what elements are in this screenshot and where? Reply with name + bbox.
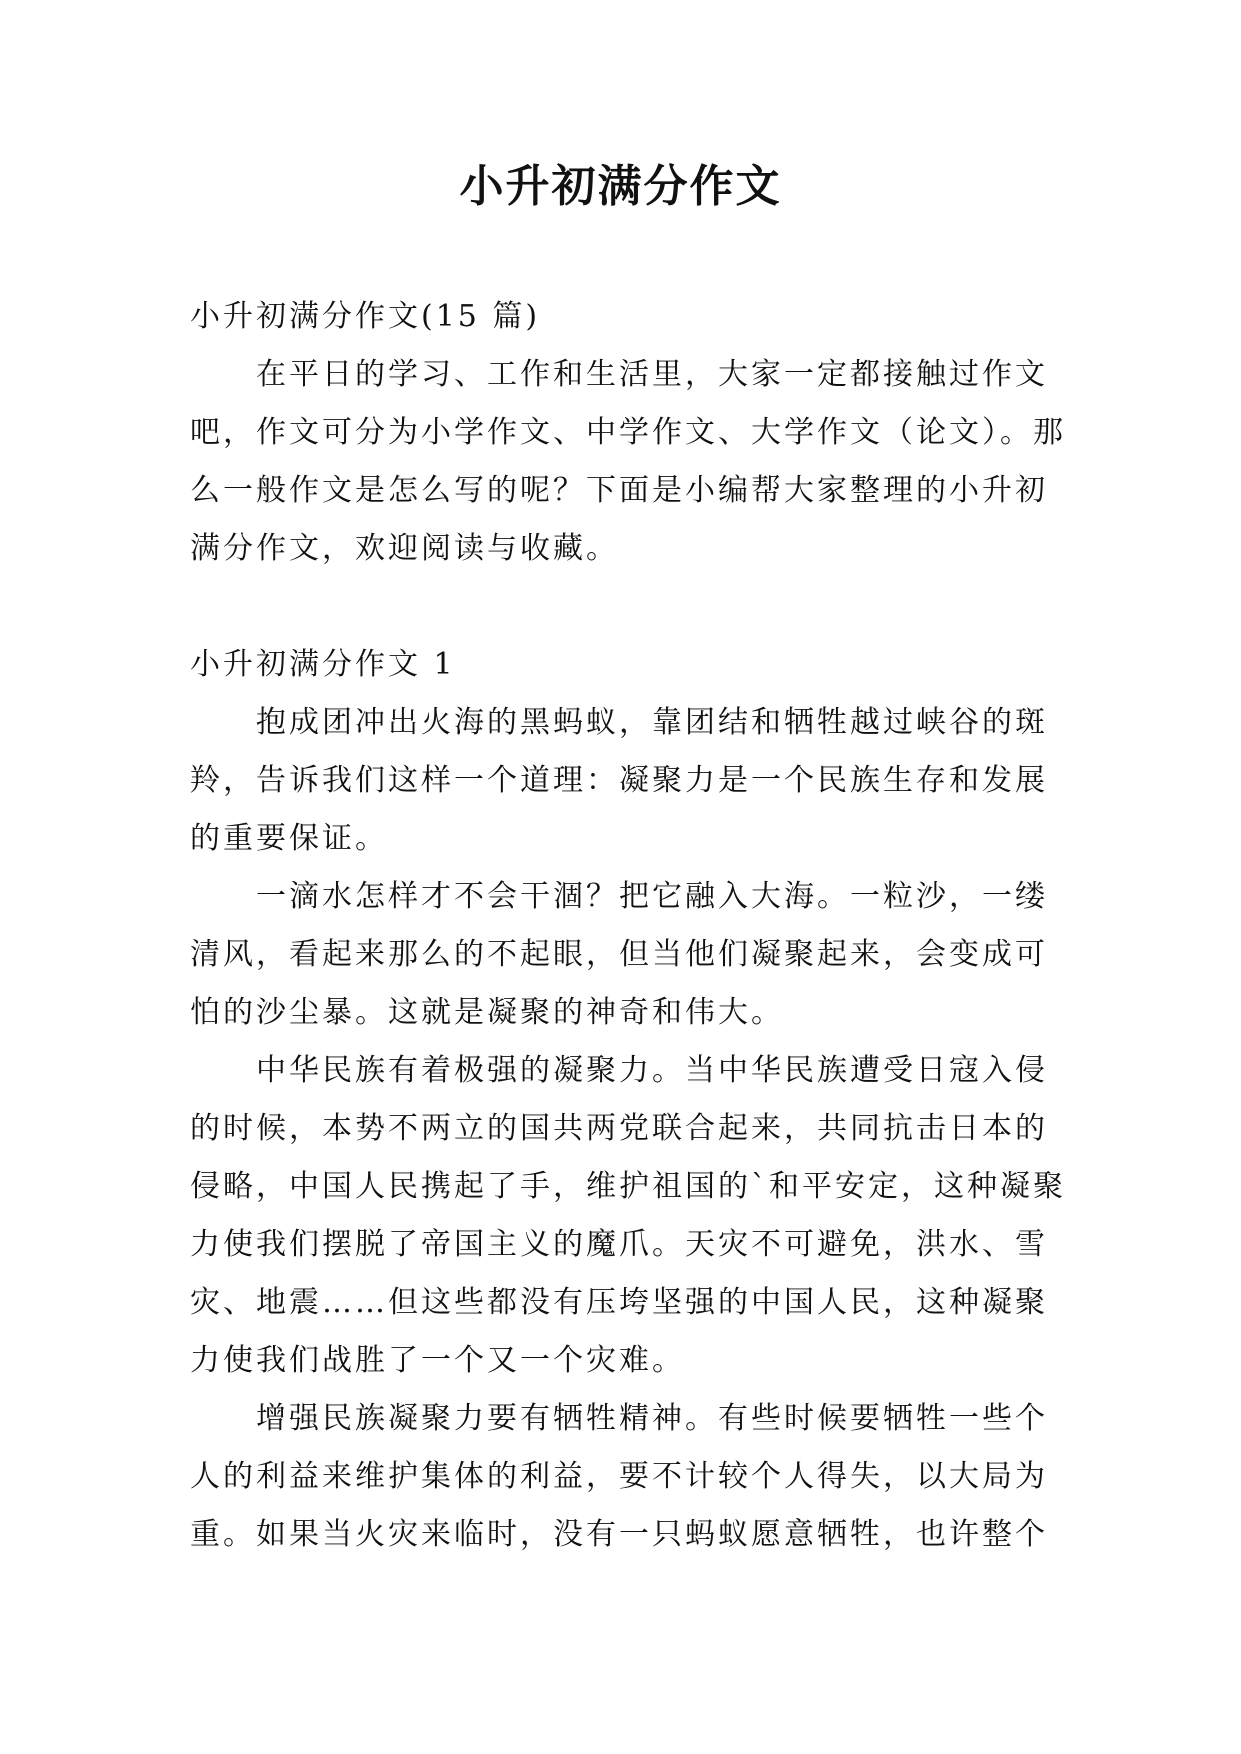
section-heading: 小升初满分作文 1 bbox=[190, 647, 456, 682]
document-title: 小升初满分作文 bbox=[459, 161, 782, 212]
section-spacer bbox=[190, 578, 1070, 636]
intro-paragraph: 在平日的学习、工作和生活里，大家一定都接触过作文吧，作文可分为小学作文、中学作文、大学作文（论文）。那么一般作文是怎么写的呢？下面是小编帮大家整理的小升初满分作文，欢迎阅读与收藏。 bbox=[190, 357, 1066, 566]
document-subtitle: 小升初满分作文(15 篇) bbox=[190, 299, 541, 334]
document-body bbox=[190, 288, 1070, 1564]
body-paragraph-1: 抱成团冲出火海的黑蚂蚁，靠团结和牺牲越过峡谷的斑羚，告诉我们这样一个道理：凝聚力是一个民族生存和发展的重要保证。 bbox=[190, 705, 1048, 856]
body-paragraph-2: 一滴水怎样才不会干涸？把它融入大海。一粒沙，一缕清风，看起来那么的不起眼，但当他们凝聚起来，会变成可怕的沙尘暴。这就是凝聚的神奇和伟大。 bbox=[190, 879, 1048, 1030]
body-paragraph-3: 中华民族有着极强的凝聚力。当中华民族遭受日寇入侵的时候，本势不两立的国共两党联合起来，共同抗击日本的侵略，中国人民携起了手，维护祖国的`和平安定，这种凝聚力使我们摆脱了帝国主义的魔爪。天灾不可避免，洪水、雪灾、地震……但这些都没有压垮坚强的中国人民，这种凝聚力使我们战胜了一个又一个灾难。 bbox=[190, 1053, 1066, 1378]
body-paragraph-4: 增强民族凝聚力要有牺牲精神。有些时候要牺牲一些个人的利益来维护集体的利益，要不计较个人得失，以大局为重。如果当火灾来临时，没有一只蚂蚁愿意牺牲，也许整个 bbox=[190, 1401, 1048, 1552]
